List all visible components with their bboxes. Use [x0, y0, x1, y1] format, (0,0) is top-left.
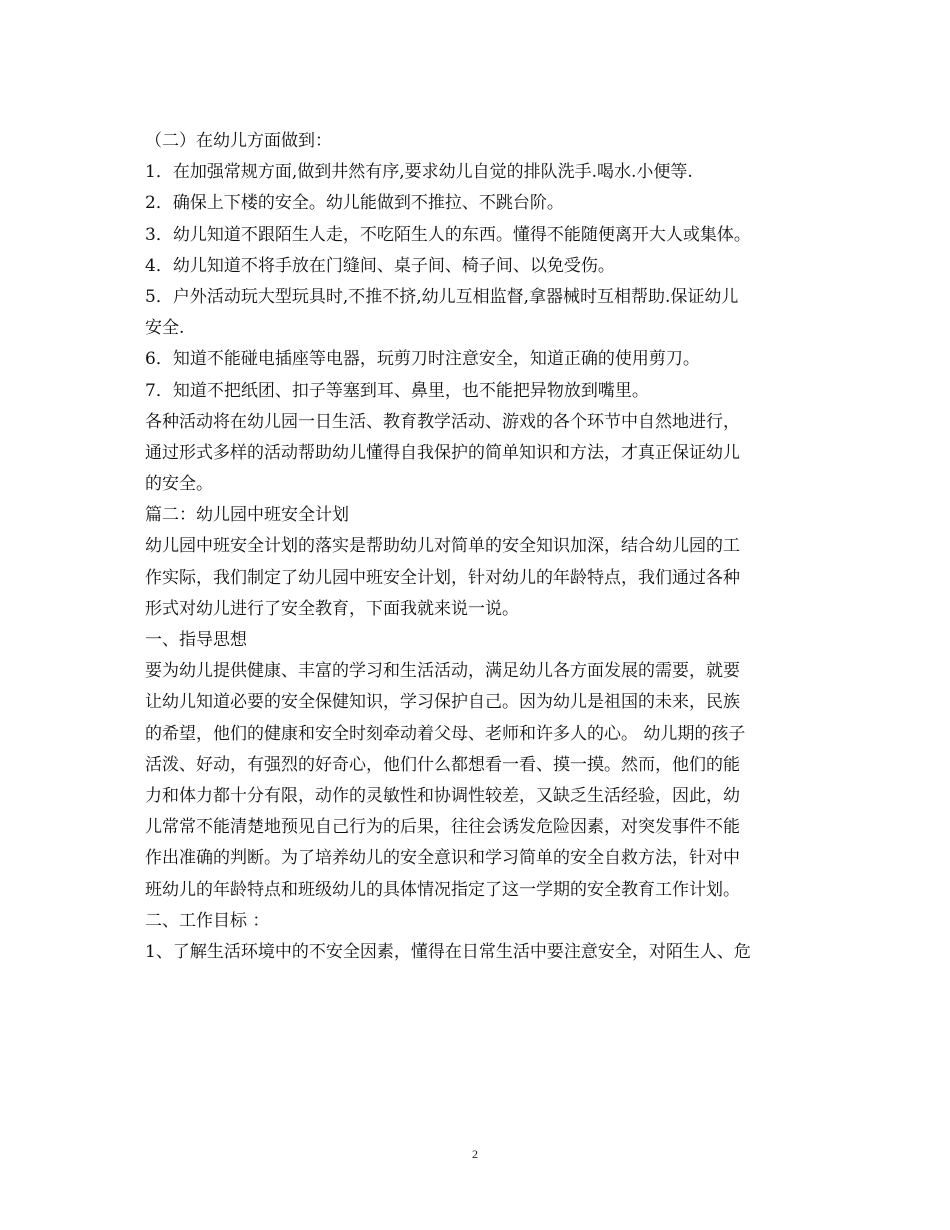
document-body — [145, 126, 807, 968]
paragraph-line: 力和体力都十分有限，动作的灵敏性和协调性较差，又缺乏生活经验，因此，幼 — [145, 785, 740, 806]
paragraph-line: 形式对幼儿进行了安全教育，下面我就来说一说。 — [145, 598, 519, 619]
section-heading-guiding-ideology: 一、指导思想 — [145, 630, 247, 650]
paragraph-line: 作出准确的判断。为了培养幼儿的安全意识和学习简单的安全自救方法，针对中 — [145, 848, 740, 869]
paragraph-line: 让幼儿知道必要的安全保健知识，学习保护自己。因为幼儿是祖国的未来，民族 — [145, 692, 740, 713]
paragraph-line: 要为幼儿提供健康、丰富的学习和生活活动，满足幼儿各方面发展的需要，就要 — [145, 661, 740, 682]
paragraph-line: 幼儿园中班安全计划的落实是帮助幼儿对简单的安全知识加深，结合幼儿园的工 — [145, 536, 740, 557]
page-number: 2 — [472, 1147, 478, 1161]
list-item-5-continued: 安全. — [145, 318, 185, 339]
paragraph-line: 通过形式多样的活动帮助幼儿懂得自我保护的简单知识和方法，才真正保证幼儿 — [145, 442, 740, 463]
list-item-3: 3．幼儿知道不跟陌生人走，不吃陌生人的东西。懂得不能随便离开大人或集体。 — [145, 224, 751, 245]
paragraph-line: 儿常常不能清楚地预见自己行为的后果，往往会诱发危险因素，对突发事件不能 — [145, 817, 740, 838]
paragraph-line: 的安全。 — [145, 474, 213, 495]
section-heading-work-goals: 二、工作目标 ： — [145, 910, 270, 931]
paragraph-line: 活泼、好动，有强烈的好奇心，他们什么都想看一看、摸一摸。然而，他们的能 — [145, 754, 740, 775]
paragraph-line: 的希望，他们的健康和安全时刻牵动着父母、老师和许多人的心。 幼儿期的孩子 — [145, 723, 746, 744]
paragraph-line: 作实际，我们制定了幼儿园中班安全计划，针对幼儿的年龄特点，我们通过各种 — [145, 567, 740, 588]
paragraph-line: 各种活动将在幼儿园一日生活、教育教学活动、游戏的各个环节中自然地进行， — [145, 411, 740, 432]
article-title: 篇二：幼儿园中班安全计划 — [145, 505, 349, 526]
section-heading-child-aspects: （二）在幼儿方面做到： — [145, 131, 332, 151]
list-item-5: 5．户外活动玩大型玩具时,不推不挤,幼儿互相监督,拿器械时互相帮助.保证幼儿 — [145, 286, 739, 307]
paragraph-line: 班幼儿的年龄特点和班级幼儿的具体情况指定了这一学期的安全教育工作计划。 — [145, 879, 740, 900]
list-item-7: 7．知道不把纸团、扣子等塞到耳、鼻里，也不能把异物放到嘴里。 — [145, 380, 649, 401]
list-item-4: 4．幼儿知道不将手放在门缝间、桌子间、椅子间、以免受伤。 — [145, 255, 615, 276]
list-item-1: 1．在加强常规方面,做到井然有序,要求幼儿自觉的排队洗手.喝水.小便等. — [145, 162, 693, 183]
list-item-2: 2．确保上下楼的安全。幼儿能做到不推拉、不跳台阶。 — [145, 193, 564, 214]
list-item-goal-1: 1、了解生活环境中的不安全因素，懂得在日常生活中要注意安全，对陌生人、危 — [145, 941, 751, 962]
list-item-6: 6．知道不能碰电插座等电器，玩剪刀时注意安全，知道正确的使用剪刀。 — [145, 349, 700, 370]
